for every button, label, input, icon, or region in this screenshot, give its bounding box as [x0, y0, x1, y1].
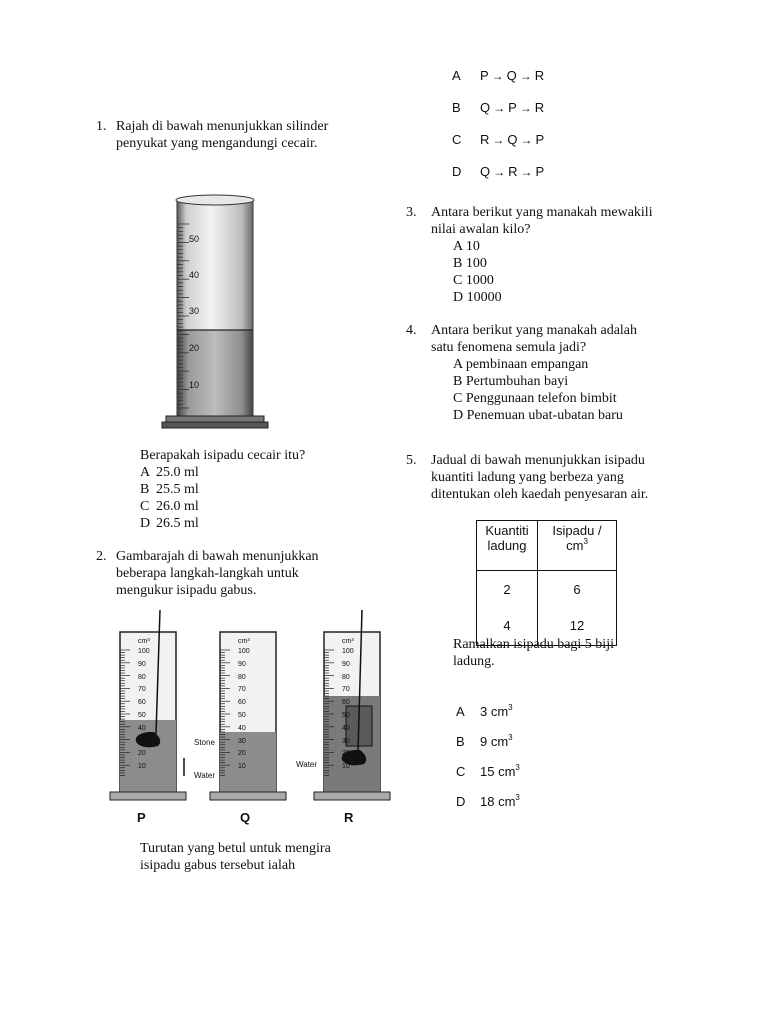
- scale-number: 90: [342, 660, 350, 668]
- scale-number: 40: [238, 724, 246, 732]
- q5-option-a-text: 3 cm: [480, 704, 509, 719]
- q5-cell-quantity-1: 2: [503, 582, 511, 597]
- q1-option-c-text: 26.0 ml: [156, 499, 199, 514]
- q2-option-step: R: [508, 164, 518, 179]
- q2-option-d[interactable]: [452, 156, 544, 188]
- q1-options: [140, 464, 199, 532]
- q5-question: [453, 636, 614, 670]
- scale-number: 30: [342, 737, 350, 745]
- q1-option-a-letter: A: [140, 465, 151, 480]
- q2-unit-p: cm³: [138, 638, 150, 645]
- q1-scale-40: 40: [189, 270, 200, 280]
- q1-scale-20: 20: [189, 343, 200, 353]
- scale-number: 90: [238, 660, 246, 668]
- q1-option-d[interactable]: [140, 515, 199, 532]
- q4-number: 4.: [406, 323, 417, 338]
- q5-option-c[interactable]: [456, 757, 520, 787]
- scale-number: 30: [238, 737, 246, 745]
- q5-table-row: [477, 571, 617, 646]
- q5-stem: [431, 452, 648, 503]
- q1-stem-line-2: penyukat yang mengandungi cecair.: [116, 136, 318, 151]
- scale-number: 70: [138, 686, 146, 694]
- q2-option-a-letter: A: [452, 68, 461, 83]
- q4-stem-line-2: satu fenomena semula jadi?: [431, 340, 587, 355]
- q5-option-a-sup: 3: [508, 703, 513, 712]
- q1-option-a-text: 25.0 ml: [156, 465, 199, 480]
- scale-number: 60: [138, 699, 146, 707]
- q5-option-b-sup: 3: [508, 733, 513, 742]
- arrow-right-icon: →: [519, 101, 532, 115]
- scale-number: 70: [238, 686, 246, 694]
- q5-number: 5.: [406, 453, 417, 468]
- q2-question-line-1: Turutan yang betul untuk mengira: [140, 841, 331, 856]
- q2-option-c-letter: C: [452, 132, 462, 147]
- q2-option-step: Q: [507, 132, 518, 147]
- q3-option-b[interactable]: B 100: [453, 256, 487, 271]
- q5-header-isipadu-line-2: [539, 538, 615, 553]
- q3-option-c[interactable]: C 1000: [453, 273, 494, 288]
- scale-number: 10: [238, 763, 246, 771]
- scale-number: 30: [138, 737, 146, 745]
- q1-option-d-text: 26.5 ml: [156, 516, 199, 531]
- q3-stem-line-1: Antara berikut yang manakah mewakili: [431, 205, 653, 220]
- q5-header-isipadu: [538, 521, 617, 571]
- q2-option-step: P: [480, 68, 489, 83]
- scale-number: 100: [238, 648, 250, 655]
- q2-stem: [116, 548, 319, 599]
- q5-cell-quantity: [477, 571, 538, 646]
- q4-stem-line-1: Antara berikut yang manakah adalah: [431, 323, 638, 338]
- q5-header-unit-sup: 3: [583, 537, 588, 546]
- q5-table-header: [477, 521, 617, 571]
- q4-options: [453, 356, 623, 424]
- q3-options: [453, 238, 502, 306]
- scale-number: 80: [138, 673, 146, 681]
- q4-stem: [431, 322, 637, 356]
- q1-scale-50: 50: [189, 234, 200, 244]
- scale-number: 20: [342, 750, 350, 758]
- q3-option-d[interactable]: D 10000: [453, 290, 502, 305]
- q1-option-b-letter: B: [140, 482, 150, 497]
- arrow-right-icon: →: [520, 165, 533, 179]
- q1-option-d-letter: D: [140, 516, 151, 531]
- q1-number: 1.: [96, 119, 107, 134]
- q2-label-water-p: Water: [194, 771, 216, 780]
- q2-option-step: P: [535, 132, 545, 147]
- q1-stem: [116, 118, 328, 152]
- q2-option-step: Q: [506, 68, 517, 83]
- q2-option-step: P: [535, 164, 545, 179]
- q1-option-b[interactable]: [140, 481, 199, 498]
- q1-measuring-cylinder-figure: [160, 192, 270, 432]
- q2-label-stone: Stone: [194, 738, 215, 747]
- q5-question-line-1: Ramalkan isipadu bagi 5 biji: [453, 637, 614, 652]
- cylinder-q-drawing: [210, 632, 286, 800]
- scale-number: 20: [238, 750, 246, 758]
- q4-option-d[interactable]: D Penemuan ubat-ubatan baru: [453, 408, 623, 423]
- q3-stem-line-2: nilai awalan kilo?: [431, 222, 531, 237]
- q1-stem-line-1: Rajah di bawah menunjukkan silinder: [116, 119, 329, 134]
- q1-scale-30: 30: [189, 306, 200, 316]
- q2-option-c[interactable]: [452, 124, 544, 156]
- scale-number: 80: [342, 673, 350, 681]
- q4-option-b[interactable]: B Pertumbuhan bayi: [453, 374, 569, 389]
- q3-number: 3.: [406, 205, 417, 220]
- scale-number: 70: [342, 686, 350, 694]
- q1-option-b-text: 25.5 ml: [156, 482, 199, 497]
- q5-option-b-letter: B: [456, 734, 465, 749]
- q2-option-step: R: [534, 100, 545, 115]
- q5-option-d-letter: D: [456, 794, 466, 809]
- q2-option-a[interactable]: [452, 60, 544, 92]
- q5-cell-volume-1: 6: [573, 582, 581, 597]
- arrow-right-icon: →: [493, 165, 506, 179]
- q5-stem-line-2: kuantiti ladung yang berbeza yang: [431, 470, 624, 485]
- q1-option-c-letter: C: [140, 499, 150, 514]
- q2-label-water-q: Water: [296, 760, 318, 769]
- scale-number: 50: [138, 712, 146, 719]
- q2-option-d-letter: D: [452, 164, 462, 179]
- q2-stem-line-3: mengukur isipadu gabus.: [116, 583, 257, 598]
- q2-cylinder-label-q: Q: [240, 810, 251, 825]
- q2-option-step: R: [534, 68, 545, 83]
- q1-option-a[interactable]: [140, 464, 199, 481]
- q2-cylinder-label-r: R: [344, 810, 354, 825]
- q5-option-d-text: 18 cm: [480, 794, 516, 809]
- scale-number: 20: [138, 750, 146, 758]
- scale-number: 40: [138, 724, 146, 732]
- q3-stem: [431, 204, 653, 238]
- q3-option-a[interactable]: A 10: [453, 239, 480, 254]
- q5-option-b[interactable]: [456, 727, 520, 757]
- q2-option-step: Q: [480, 100, 491, 115]
- q2-number: 2.: [96, 549, 107, 564]
- q2-option-step: P: [508, 100, 517, 115]
- q4-option-c[interactable]: C Penggunaan telefon bimbit: [453, 391, 617, 406]
- q2-cylinder-label-p: P: [137, 810, 146, 825]
- scale-number: 60: [342, 699, 350, 707]
- arrow-right-icon: →: [520, 133, 533, 147]
- q2-unit-q: cm³: [238, 638, 250, 645]
- scale-number: 50: [238, 712, 246, 719]
- q5-header-isipadu-line-1: Isipadu /: [552, 523, 602, 538]
- q5-stem-line-1: Jadual di bawah menunjukkan isipadu: [431, 453, 645, 468]
- q5-header-kuantiti: [477, 521, 538, 571]
- q5-option-d[interactable]: [456, 787, 520, 817]
- q5-table: [476, 520, 617, 646]
- scale-number: 40: [342, 724, 350, 732]
- q5-cell-volume: [538, 571, 617, 646]
- scale-number: 10: [342, 763, 350, 771]
- q2-option-b-letter: B: [452, 100, 461, 115]
- q1-scale-10: 10: [189, 380, 200, 390]
- q2-question: [140, 840, 331, 874]
- arrow-right-icon: →: [519, 69, 532, 83]
- q2-stem-line-2: beberapa langkah-langkah untuk: [116, 566, 299, 581]
- scale-number: 10: [138, 763, 146, 771]
- q5-option-c-letter: C: [456, 764, 466, 779]
- arrow-right-icon: →: [493, 101, 506, 115]
- q2-question-line-2: isipadu gabus tersebut ialah: [140, 858, 296, 873]
- q5-option-b-text: 9 cm: [480, 734, 509, 749]
- q2-stem-line-1: Gambarajah di bawah menunjukkan: [116, 549, 319, 564]
- scale-number: 100: [138, 648, 150, 655]
- scale-number: 80: [238, 673, 246, 681]
- q5-option-a[interactable]: [456, 697, 520, 727]
- q2-option-step: R: [480, 132, 490, 147]
- q5-option-c-sup: 3: [515, 763, 520, 772]
- q5-header-unit: cm: [566, 538, 584, 553]
- q4-option-a[interactable]: A pembinaan empangan: [453, 357, 589, 372]
- q5-question-line-2: ladung.: [453, 654, 495, 669]
- scale-number: 50: [342, 712, 350, 719]
- q5-option-c-text: 15 cm: [480, 764, 516, 779]
- scale-number: 90: [138, 660, 146, 668]
- q2-option-b[interactable]: [452, 92, 544, 124]
- q5-option-a-letter: A: [456, 704, 465, 719]
- q5-cell-quantity-2: 4: [503, 618, 511, 633]
- q5-header-kuantiti-line-1: Kuantiti: [485, 523, 529, 538]
- q1-question: Berapakah isipadu cecair itu?: [140, 448, 306, 463]
- scale-number: 100: [342, 648, 354, 655]
- arrow-right-icon: →: [492, 133, 505, 147]
- q5-stem-line-3: ditentukan oleh kaedah penyesaran air.: [431, 487, 649, 502]
- q5-option-d-sup: 3: [515, 793, 520, 802]
- q2-options: [452, 60, 544, 188]
- q5-cell-volume-2: 12: [569, 618, 585, 633]
- q1-option-c[interactable]: [140, 498, 199, 515]
- q2-option-step: Q: [480, 164, 491, 179]
- arrow-right-icon: →: [491, 69, 504, 83]
- q2-unit-r: cm³: [342, 638, 354, 645]
- q5-options: [456, 697, 520, 817]
- q5-header-kuantiti-line-2: ladung: [487, 538, 527, 553]
- scale-number: 60: [238, 699, 246, 707]
